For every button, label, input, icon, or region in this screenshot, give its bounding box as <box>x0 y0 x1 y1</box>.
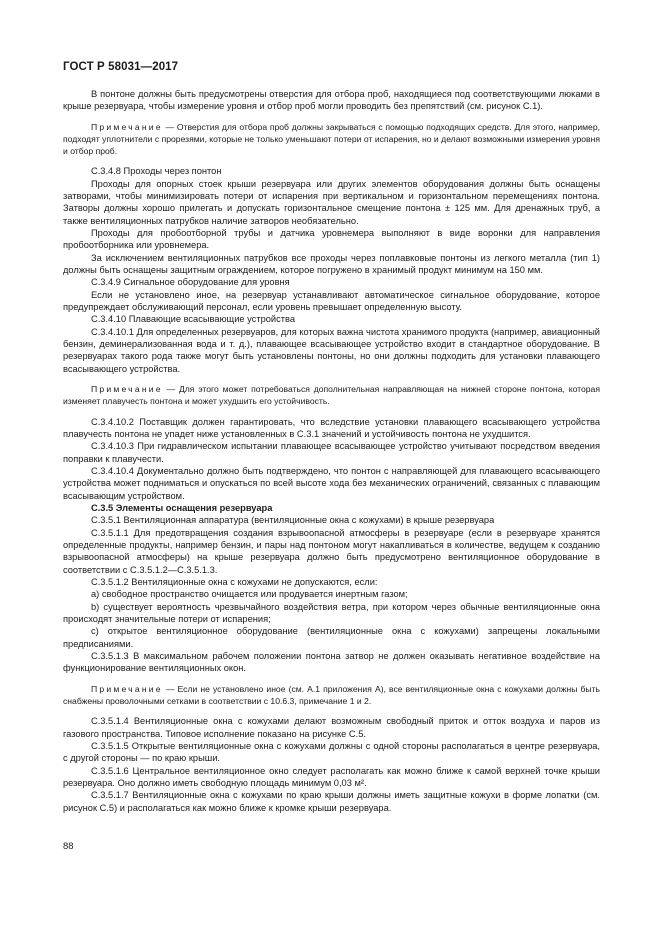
body-paragraph: Проходы для пробоотборной трубы и датчика уровнемера выполняют в виде воронки для направления пробоотборника или уровнемера. <box>63 228 600 251</box>
section-heading: С.3.5 Элементы оснащения резервуара <box>91 502 273 513</box>
body-paragraph: В понтоне должны быть предусмотрены отверстия для отбора проб, находящиеся под соответствующими люками в крыше резервуара, чтобы измерение уровня и отбор проб могли проводить без препятствий (см. рисунок С.1). <box>63 89 600 112</box>
note-label: Примечание <box>91 121 163 132</box>
note-paragraph <box>63 121 600 158</box>
list-item: a) свободное пространство очищается или продувается инертным газом; <box>91 589 408 600</box>
body-paragraph: С.3.5.1.4 Вентиляционные окна с кожухами делают возможным свободный приток и отток воздуха и паров из газового пространства. Типовое исполнение показано на рисунке С.5. <box>63 716 600 739</box>
note-label: Примечание <box>91 683 163 694</box>
body-paragraph: С.3.4.10.3 При гидравлическом испытании плавающее всасывающее устройство учитывают посредством введения поправки к плавучести. <box>63 441 600 464</box>
subsection-heading: С.3.4.9 Сигнальное оборудование для уровня <box>91 277 290 288</box>
note-paragraph <box>63 383 600 407</box>
subsection-heading: С.3.4.8 Проходы через понтон <box>91 166 222 177</box>
body-paragraph: С.3.4.10.2 Поставщик должен гарантировать, что вследствие установки плавающего всасывающего устройства плавучесть понтона не упадет ниже установленных в С.3.1 значений и устойчивость понтона не ухудшится. <box>63 416 600 439</box>
body-paragraph: Если не установлено иное, на резервуар устанавливают автоматическое сигнальное оборудование, которое предупреждает обслуживающий персонал, если уровень превышает определенную высоту. <box>63 289 600 313</box>
body-paragraph: С.3.5.1.6 Центральное вентиляционное окно следует располагать как можно ближе к самой верхней точке крыши резервуара. Оно должно иметь свободную площадь минимум 0,03 м². <box>63 765 600 788</box>
body-paragraph: Проходы для опорных стоек крыши резервуара или других элементов оборудования должны быть оснащены затворами, чтобы минимизировать потери от испарения при вертикальном и горизонтальном перемещениях понтона. Затворы должны хорошо прилегать и допускать горизонтальное смещение понтона ± 125 мм. Для дренажных труб, а также вентиляционных патрубков наличие затворов необязательно. <box>63 178 600 226</box>
body-paragraph: С.3.5.1.5 Открытые вентиляционные окна с кожухами должны с одной стороны располагаться в центре резервуара, с другой стороны — по краю крыши. <box>63 740 600 764</box>
subsection-heading: С.3.5.1 Вентиляционная аппаратура (вентиляционные окна с кожухами) в крыше резервуара <box>91 515 495 526</box>
body-paragraph: За исключением вентиляционных патрубков все проходы через поплавковые понтоны из легкого металла (тип 1) должны быть оснащены защитным ограждением, которое погружено в хранимый продукт минимум на 150 мм. <box>63 252 600 276</box>
list-item: b) существует вероятность чрезвычайного воздействия ветра, при котором через обычные вентиляционные окна происходят значительные потери от испарения; <box>63 601 600 625</box>
page-number: 88 <box>63 841 74 852</box>
body-paragraph: С.3.5.1.2 Вентиляционные окна с кожухами не допускаются, если: <box>91 577 378 588</box>
note-text: — Отверстия для отбора проб должны закрываться с помощью подходящих средств. Для этого, например, подходят уплотнители с прорезями, которые не только уменьшают потери от испарения, но и делают возможными измерения уровня и отбор проб. <box>63 121 600 157</box>
body-paragraph: С.3.5.1.7 Вентиляционные окна с кожухами по краю крыши должны иметь защитные кожухи в форме лопатки (см. рисунок С.5) и располагаться как можно ближе к кромке крыши резервуара. <box>63 790 600 813</box>
body-paragraph: С.3.4.10.1 Для определенных резервуаров, для которых важна чистота хранимого продукта (например, авиационный бензин, деминерализованная вода и т. д.), плавающее всасывающее устройство входит в стандартное оборудование. В резервуарах такого рода также могут быть установлены понтоны, но они должны подходить для установки плавающего всасывающего устройства. <box>63 326 600 374</box>
body-paragraph: С.3.5.1.1 Для предотвращения создания взрывоопасной атмосферы в резервуаре (если в резервуаре хранятся определенные продукты, например бензин, и пары над понтоном могут накапливаться в количестве, ведущем к созданию взрывоопасной атмосферы) на крыше резервуара должно быть предусмотрено вентиляционное оборудование в соответствии с С.3.5.1.2—С.3.5.1.3. <box>63 527 600 575</box>
page-body <box>63 88 600 814</box>
subsection-heading: С.3.4.10 Плавающие всасывающие устройства <box>91 314 296 325</box>
note-paragraph <box>63 683 600 707</box>
document-header: ГОСТ Р 58031—2017 <box>63 61 179 73</box>
note-text: — Если не установлено иное (см. А.1 приложения А), все вентиляционные окна с кожухами должны быть снабжены проволочными сетками в соответствии с 10.6.3, примечание 1 и 2. <box>63 683 600 706</box>
body-paragraph: С.3.5.1.3 В максимальном рабочем положении понтона затвор не должен оказывать негативное воздействие на функционирование вентиляционных окон. <box>63 651 600 674</box>
note-text: — Для этого может потребоваться дополнительная направляющая на нижней стороне понтона, которая изменяет плавучесть понтона и может ухудшить его устойчивость. <box>63 384 600 407</box>
list-item: c) открытое вентиляционное оборудование (вентиляционные окна с кожухами) запрещены локальными предписаниями. <box>63 626 600 649</box>
body-paragraph: С.3.4.10.4 Документально должно быть подтверждено, что понтон с направляющей для плавающего всасывающего устройства может подниматься и опускаться по всей высоте хода без механических ограничений, связанных с плавающим всасывающим устройством. <box>63 465 600 501</box>
note-label: Примечание <box>91 384 163 395</box>
